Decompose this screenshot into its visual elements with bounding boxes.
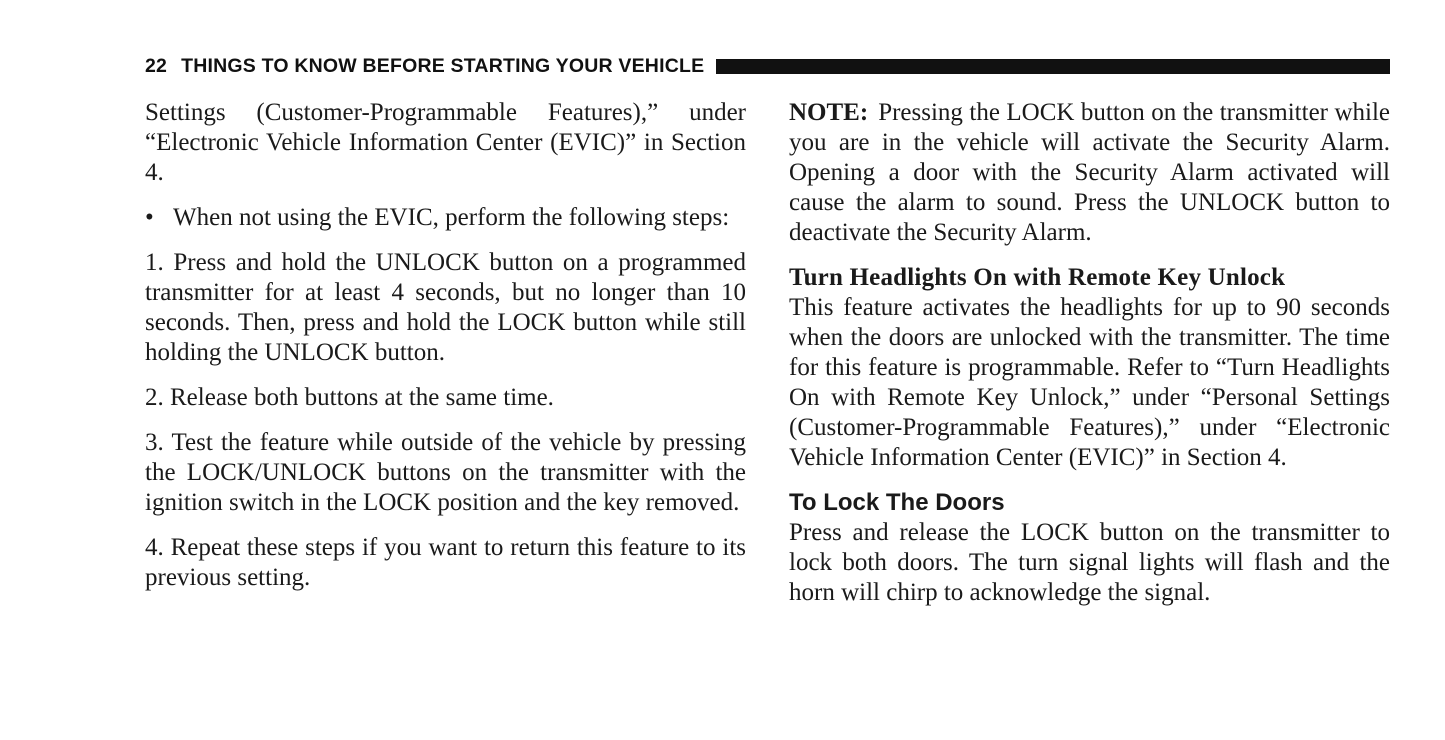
header-rule [716,59,1390,74]
page-header [145,54,1390,78]
left-column [145,98,746,608]
bullet-item [145,203,746,233]
bullet-text: When not using the EVIC, perform the following steps: [173,204,730,231]
note-label: NOTE: [789,99,869,126]
step-4: 4. Repeat these steps if you want to return this feature to its previous setting. [145,534,746,591]
right-column [789,98,1390,623]
lock-doors-heading: To Lock The Doors [789,489,1005,516]
step-1: 1. Press and hold the UNLOCK button on a programmed transmitter for at least 4 seconds, but no longer than 10 seconds. Then, press and hold the LOCK button while still holding the UNLOCK button. [145,249,746,366]
header-text [145,55,704,78]
step-3: 3. Test the feature while outside of the vehicle by pressing the LOCK/UNLOCK buttons on the transmitter with the ignition switch in the LOCK position and the key removed. [145,429,746,516]
section-title: THINGS TO KNOW BEFORE STARTING YOUR VEHICLE [181,54,705,77]
step-2: 2. Release both buttons at the same time. [145,384,554,411]
headlights-heading: Turn Headlights On with Remote Key Unlock [789,264,1286,291]
page-number: 22 [145,54,168,77]
lock-doors-paragraph: Press and release the LOCK button on the transmitter to lock both doors. The turn signal lights will flash and the horn will chirp to acknowledge the signal. [789,519,1390,606]
intro-paragraph: Settings (Customer-Programmable Features),” under “Electronic Vehicle Information Center (EVIC)” in Section 4. [145,99,746,186]
note-paragraph [789,98,1390,248]
bullet-mark: • [145,204,154,231]
headlights-paragraph: This feature activates the headlights for up to 90 seconds when the doors are unlocked with the transmitter. The time for this feature is programmable. Refer to “Turn Headlights On with Remote Key Unlock,” under “Personal Settings (Customer-Programmable Features),” under “Electronic Vehicle Information Center (EVIC)” in Section 4. [789,294,1390,471]
note-text: Pressing the LOCK button on the transmitter while you are in the vehicle will activate the Security Alarm. Opening a door with the Security Alarm activated will cause the alarm to sound. Press the UNLOCK button to deactivate the Security Alarm. [789,99,1390,246]
